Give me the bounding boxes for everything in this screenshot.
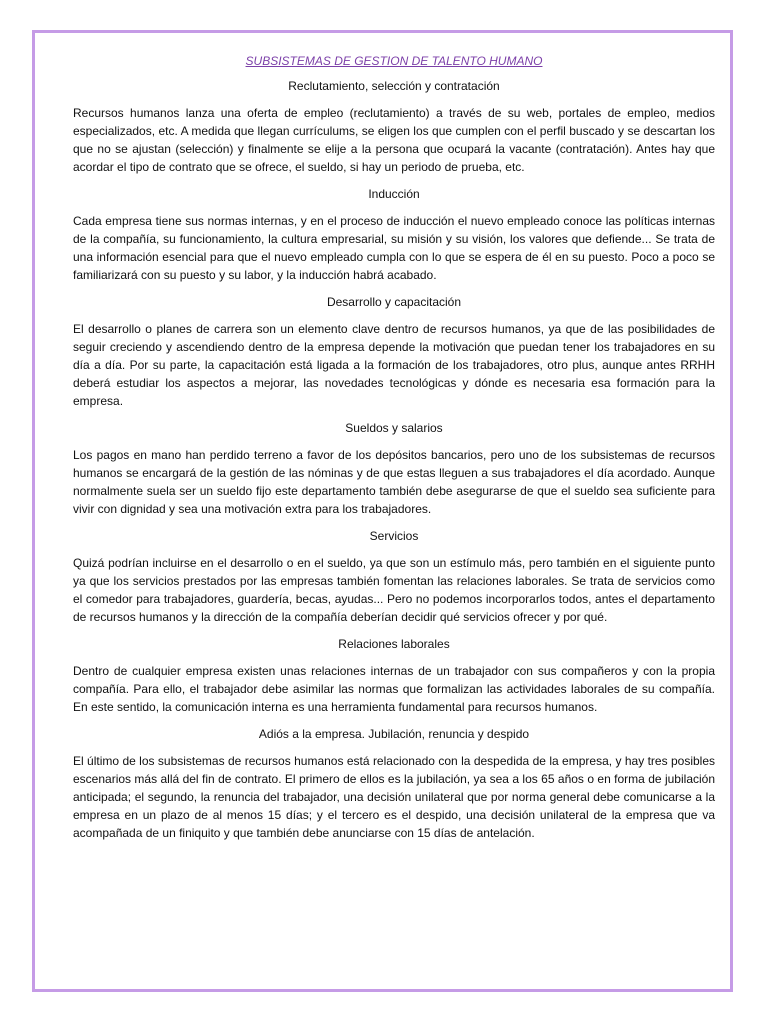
section-services [73,528,715,626]
section-paragraph: Dentro de cualquier empresa existen unas relaciones internas de un trabajador con sus compañeros y con la propia compañía. Para ello, el trabajador debe asimilar las normas que formalizan las actividades laborales de su compañía. En este sentido, la comunicación interna es una herramienta fundamental para recursos humanos. [73,664,715,714]
section-salaries [73,420,715,518]
section-farewell [73,726,715,842]
section-heading: Relaciones laborales [338,637,450,651]
section-heading: Sueldos y salarios [345,421,443,435]
document-title: SUBSISTEMAS DE GESTION DE TALENTO HUMANO [245,54,543,68]
section-heading: Reclutamiento, selección y contratación [288,79,500,93]
section-recruitment [73,78,715,176]
section-heading: Desarrollo y capacitación [326,295,462,309]
section-paragraph: Los pagos en mano han perdido terreno a favor de los depósitos bancarios, pero uno de los subsistemas de recursos humanos se encargará de la gestión de las nóminas y de que estas lleguen a sus trabajadores el día acordado. Aunque normalmente suela ser un sueldo fijo este departamento también debe asegurarse de que el sueldo sea suficiente para vivir con dignidad y sea una motivación extra para los trabajadores. [73,448,715,516]
section-heading: Adiós a la empresa. Jubilación, renuncia y despido [258,727,530,741]
section-development [73,294,715,410]
section-labor-relations [73,636,715,716]
section-paragraph: El último de los subsistemas de recursos humanos está relacionado con la despedida de la empresa, y hay tres posibles escenarios más allá del fin de contrato. El primero de ellos es la jubilación, ya sea a los 65 años o en forma de jubilación anticipada; el segundo, la renuncia del trabajador, una decisión unilateral que por norma general debe comunicarse a la empresa en un plazo de al menos 15 días; y el tercero es el despido, una decisión unilateral de la empresa que va acompañada de un finiquito y que también debe anunciarse con 15 días de antelación. [73,754,715,840]
section-paragraph: Recursos humanos lanza una oferta de empleo (reclutamiento) a través de su web, portales de empleo, medios especializados, etc. A medida que llegan currículums, se eligen los que cumplen con el perfil buscado y se descartan los que no se ajustan (selección) y finalmente se elije a la persona que ocupará la vacante (contratación). Antes hay que acordar el tipo de contrato que se ofrece, el sueldo, si hay un periodo de prueba, etc. [73,106,715,174]
section-paragraph: Cada empresa tiene sus normas internas, y en el proceso de inducción el nuevo empleado conoce las políticas internas de la compañía, su funcionamiento, la cultura empresarial, su misión y su visión, los valores que defiende... Se trata de una información esencial para que el nuevo empleado cumpla con lo que se espera de él en su puesto. Poco a poco se familiarizará con su puesto y su labor, y la inducción habrá acabado. [73,214,715,282]
section-heading: Servicios [369,529,419,543]
document-content [73,50,715,852]
section-induction [73,186,715,284]
section-paragraph: Quizá podrían incluirse en el desarrollo o en el sueldo, ya que son un estímulo más, pero también en el siguiente punto ya que los servicios prestados por las empresas también fomentan las relaciones laborales. Se trata de servicios como el comedor para trabajadores, guardería, becas, ayudas... Pero no podemos incorporarlos todos, antes el departamento de recursos humanos y la dirección de la compañía deberían decidir qué servicios ofrecer y por qué. [73,556,715,624]
section-paragraph: El desarrollo o planes de carrera son un elemento clave dentro de recursos humanos, ya que de las posibilidades de seguir creciendo y ascendiendo dentro de la empresa depende la motivación que puedan tener los trabajadores en su día a día. Por su parte, la capacitación está ligada a la formación de los trabajadores, otro plus, aunque antes RRHH deberá estudiar los aspectos a mejorar, las novedades tecnológicas y dónde es necesaria esa formación para la empresa. [73,322,715,408]
section-heading: Inducción [368,187,420,201]
